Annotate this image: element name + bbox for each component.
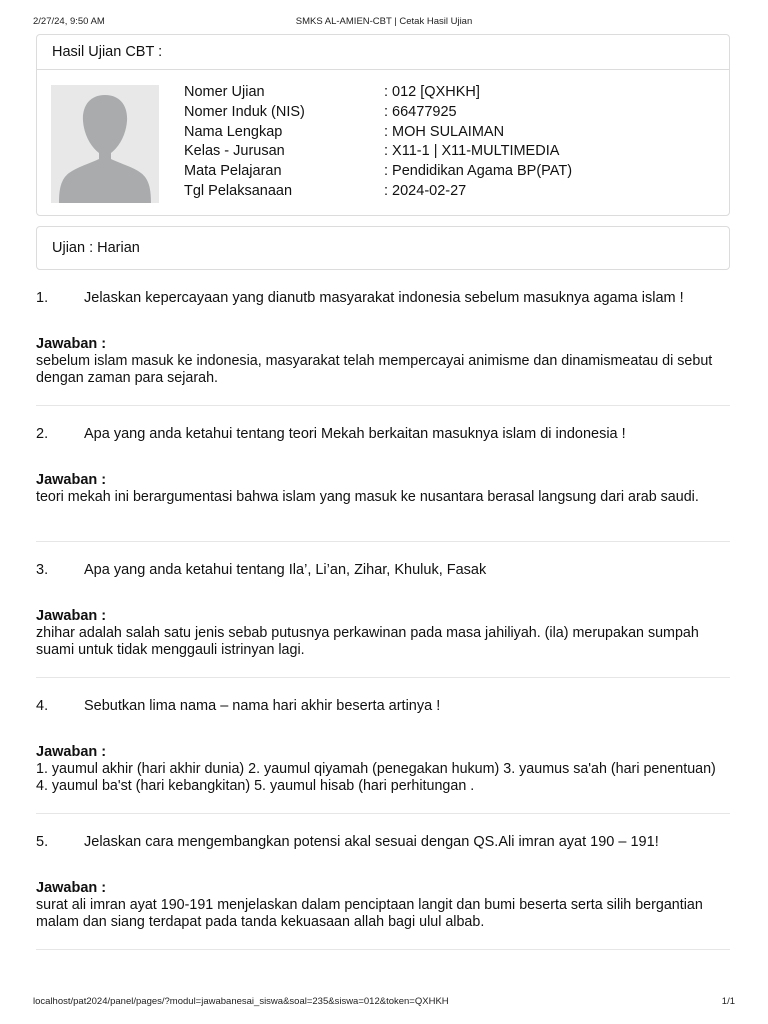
info-label: Nomer Induk (NIS) bbox=[184, 103, 305, 120]
info-value: : Pendidikan Agama BP(PAT) bbox=[384, 163, 573, 180]
qa-item bbox=[36, 696, 730, 816]
question-number: 3. bbox=[36, 562, 49, 578]
print-url: localhost/pat2024/panel/pages/?modul=jawabanesai_siswa&soal=235&siswa=012&token=QXHKH bbox=[33, 996, 449, 1007]
page-number: 1/1 bbox=[721, 996, 735, 1007]
question-text: Jelaskan kepercayaan yang dianutb masyarakat indonesia sebelum masuknya agama islam ! bbox=[84, 290, 684, 306]
info-value: : 2024-02-27 bbox=[384, 182, 467, 199]
info-row-subject bbox=[184, 162, 572, 182]
question bbox=[36, 288, 730, 308]
answer-text: zhihar adalah salah satu jenis sebab putusnya perkawinan pada masa jahiliyah. (ila) merupakan sumpah suami untuk tidak menggauli istrinyan lagi. bbox=[36, 625, 699, 658]
student-info bbox=[184, 83, 572, 202]
answer-label: Jawaban : bbox=[36, 880, 107, 896]
exam-type: Ujian : Harian bbox=[52, 240, 140, 256]
separator bbox=[36, 405, 730, 406]
separator bbox=[36, 541, 730, 542]
info-row-class-major bbox=[184, 142, 572, 162]
info-value: : 012 [QXHKH] bbox=[384, 84, 480, 100]
question-number: 4. bbox=[36, 698, 49, 714]
avatar bbox=[51, 85, 159, 203]
print-title: SMKS AL-AMIEN-CBT | Cetak Hasil Ujian bbox=[295, 16, 473, 27]
question-number: 5. bbox=[36, 834, 49, 850]
info-label: Mata Pelajaran bbox=[184, 163, 282, 180]
info-value: : MOH SULAIMAN bbox=[384, 123, 505, 140]
info-label: Kelas - Jurusan bbox=[184, 143, 285, 160]
answer-label: Jawaban : bbox=[36, 608, 107, 624]
qa-item bbox=[36, 424, 730, 544]
qa-item bbox=[36, 832, 730, 952]
info-label: Nama Lengkap bbox=[184, 123, 283, 140]
info-row-full-name bbox=[184, 123, 572, 143]
info-row-exam-number bbox=[184, 83, 572, 103]
question-text: Sebutkan lima nama – nama hari akhir beserta artinya ! bbox=[84, 698, 441, 714]
info-row-exam-date bbox=[184, 182, 572, 202]
answer-text: 1. yaumul akhir (hari akhir dunia) 2. yaumul qiyamah (penegakan hukum) 3. yaumus sa'ah (hari penentuan) 4. yaumul ba'st (hari kebangkitan) 5. yaumul hisab (hari perhitungan . bbox=[36, 761, 716, 794]
answer-label: Jawaban : bbox=[36, 744, 107, 760]
print-header bbox=[33, 16, 735, 30]
separator bbox=[36, 949, 730, 950]
result-card-title: Hasil Ujian CBT : bbox=[37, 35, 729, 70]
separator bbox=[36, 813, 730, 814]
answer-text: teori mekah ini berargumentasi bahwa islam yang masuk ke nusantara berasal langsung dari arab saudi. bbox=[36, 489, 699, 505]
question bbox=[36, 560, 730, 580]
qa-item bbox=[36, 560, 730, 680]
question-text: Apa yang anda ketahui tentang teori Mekah berkaitan masuknya islam di indonesia ! bbox=[84, 426, 626, 442]
question-number: 2. bbox=[36, 426, 49, 442]
question-text: Apa yang anda ketahui tentang Ila’, Li’an, Zihar, Khuluk, Fasak bbox=[84, 562, 487, 578]
question bbox=[36, 424, 730, 444]
print-footer bbox=[33, 996, 735, 1010]
separator bbox=[36, 677, 730, 678]
question-text: Jelaskan cara mengembangkan potensi akal sesuai dengan QS.Ali imran ayat 190 – 191! bbox=[84, 834, 659, 850]
user-silhouette-icon bbox=[51, 85, 159, 203]
result-card bbox=[36, 34, 730, 216]
answer-text: sebelum islam masuk ke indonesia, masyarakat telah mempercayai animisme dan dinamismeatau di sebut dengan zaman para sejarah. bbox=[36, 353, 713, 386]
info-value: : X11-1 | X11-MULTIMEDIA bbox=[384, 143, 560, 160]
info-row-nis bbox=[184, 103, 572, 123]
info-value: : 66477925 bbox=[384, 103, 457, 120]
qa-item bbox=[36, 288, 730, 408]
info-label: Nomer Ujian bbox=[184, 84, 265, 100]
exam-type-card bbox=[36, 226, 730, 270]
question bbox=[36, 696, 730, 716]
question bbox=[36, 832, 730, 852]
answer-label: Jawaban : bbox=[36, 472, 107, 488]
answer-text: surat ali imran ayat 190-191 menjelaskan dalam penciptaan langit dan bumi beserta serta silih bergantian malam dan siang terdapat pada tanda kekuasaan allah bagi ulul albab. bbox=[36, 897, 703, 930]
info-label: Tgl Pelaksanaan bbox=[184, 182, 293, 199]
question-number: 1. bbox=[36, 290, 49, 306]
print-datetime: 2/27/24, 9:50 AM bbox=[33, 16, 105, 27]
answer-label: Jawaban : bbox=[36, 336, 107, 352]
